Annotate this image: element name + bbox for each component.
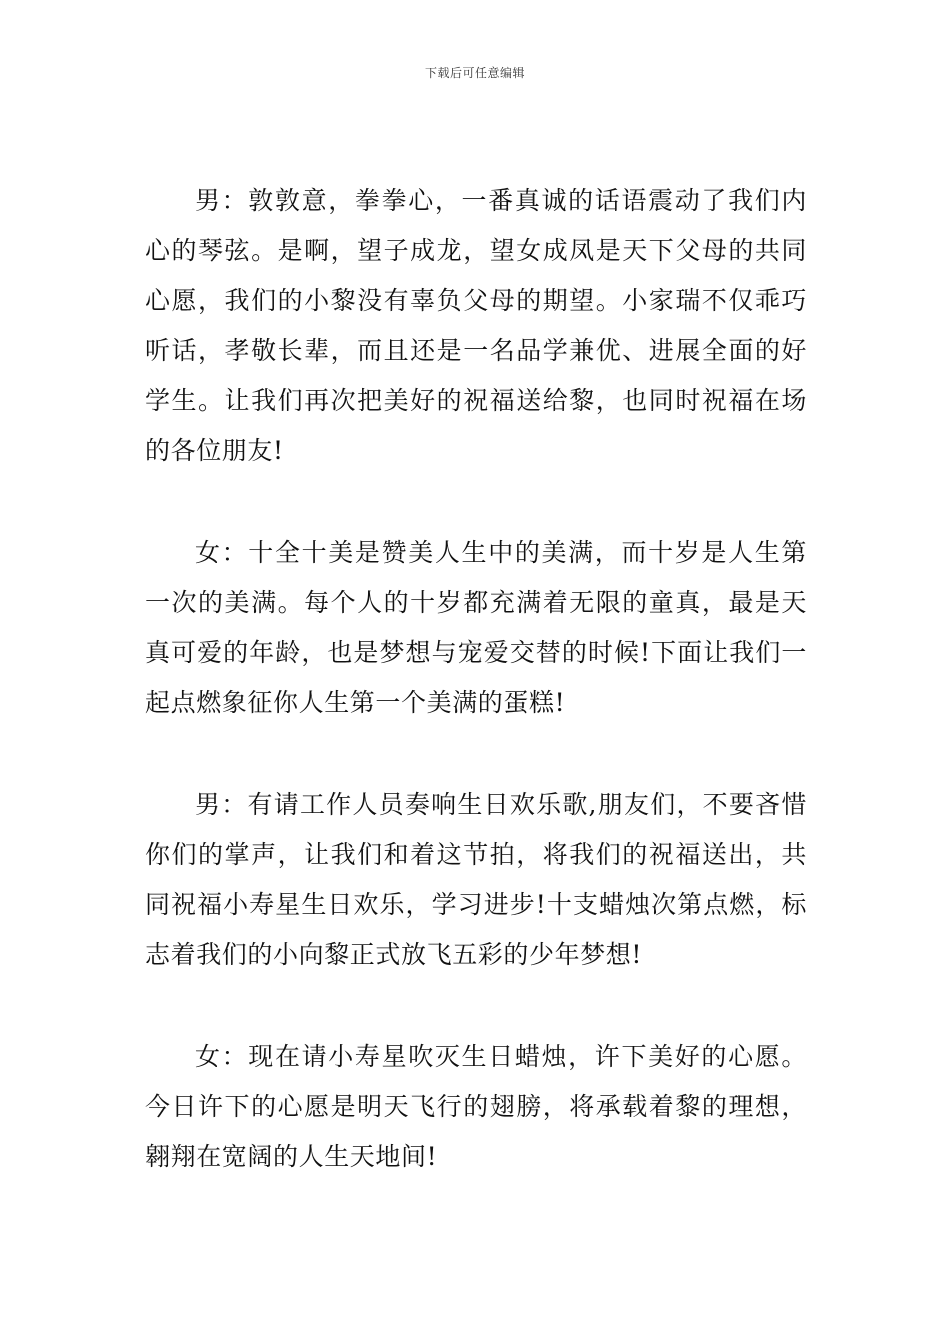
document-body xyxy=(145,176,807,1234)
paragraph-2: 女：十全十美是赞美人生中的美满，而十岁是人生第一次的美满。每个人的十岁都充满着无限的童真，最是天真可爱的年龄，也是梦想与宠爱交替的时候!下面让我们一起点燃象征你人生第一个美满的蛋糕! xyxy=(145,538,807,717)
paragraph-3: 男：有请工作人员奏响生日欢乐歌,朋友们，不要吝惜你们的掌声，让我们和着这节拍，将我们的祝福送出，共同祝福小寿星生日欢乐，学习进步!十支蜡烛次第点燃，标志着我们的小向黎正式放飞五彩的少年梦想! xyxy=(145,790,807,969)
paragraph-1: 男：敦敦意，拳拳心，一番真诚的话语震动了我们内心的琴弦。是啊，望子成龙，望女成凤是天下父母的共同心愿，我们的小黎没有辜负父母的期望。小家瑞不仅乖巧听话，孝敬长辈，而且还是一名品学兼优、进展全面的好学生。让我们再次把美好的祝福送给黎，也同时祝福在场的各位朋友! xyxy=(145,186,807,465)
paragraph-4: 女：现在请小寿星吹灭生日蜡烛，许下美好的心愿。今日许下的心愿是明天飞行的翅膀，将承载着黎的理想，翱翔在宽阔的人生天地间! xyxy=(145,1042,807,1171)
page-header-note: 下载后可任意编辑 xyxy=(424,66,525,80)
